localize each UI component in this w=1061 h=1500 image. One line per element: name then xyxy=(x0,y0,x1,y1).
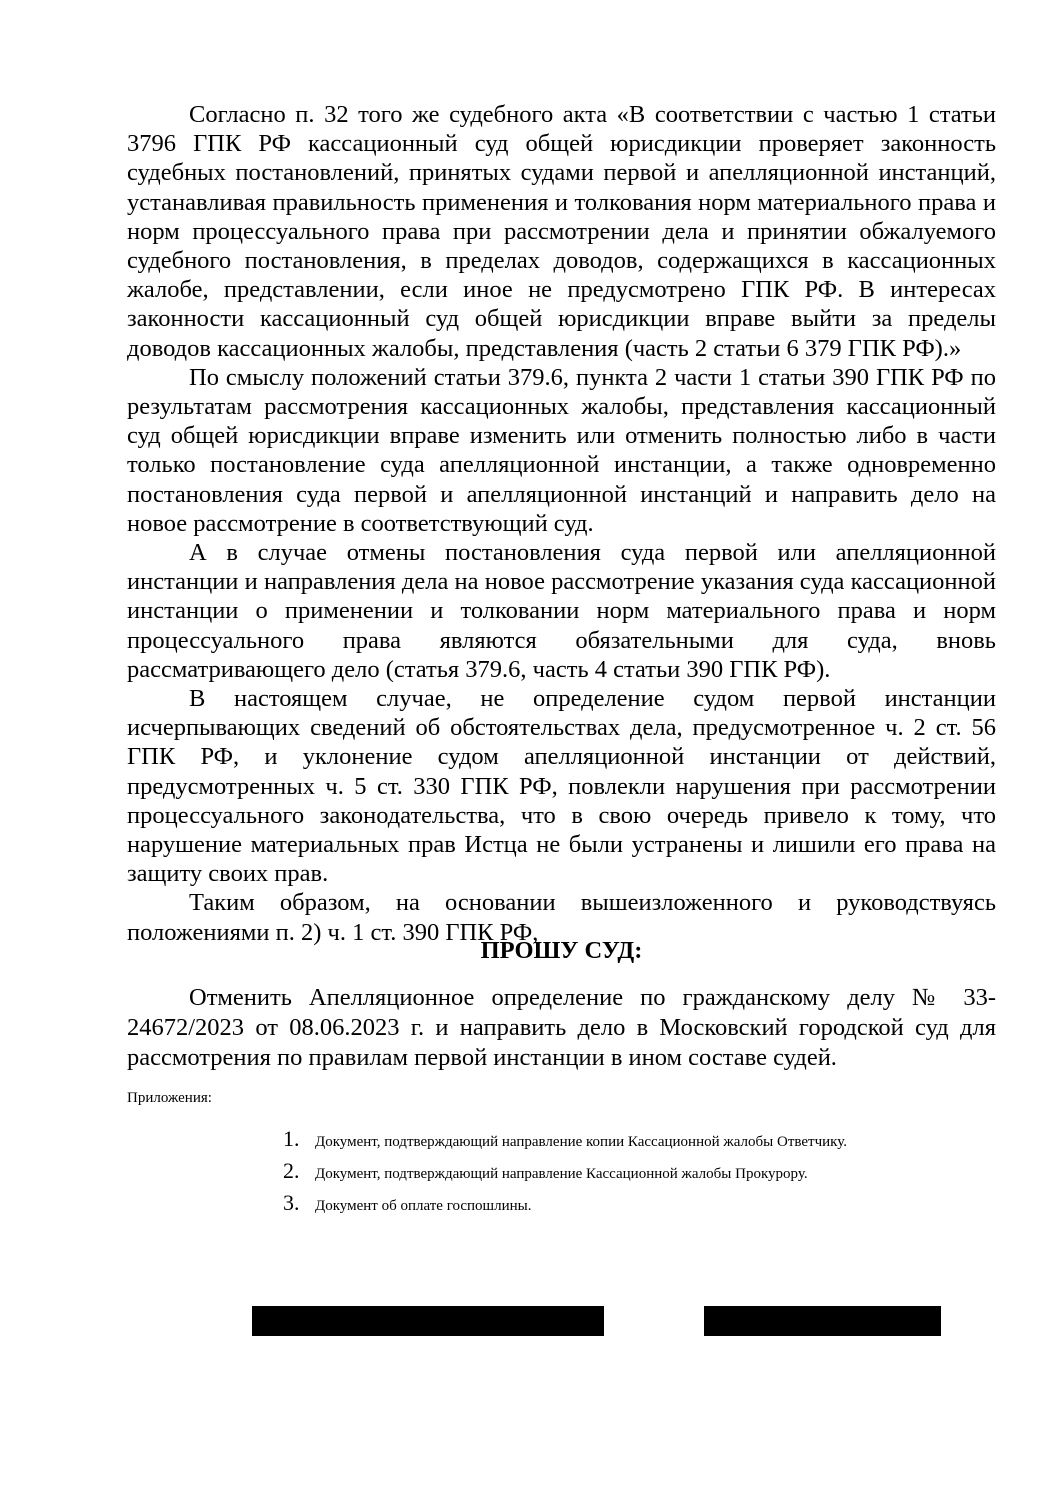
redacted-name-block xyxy=(704,1306,941,1336)
paragraph-legal-quote: Согласно п. 32 того же судебного акта «В соответствии с частью 1 статьи 3796 ГПК РФ кассационный суд общей юрисдикции проверяет законность судебных постановлений, принятых судами первой и апелляционной инстанций, устанавливая правильность применения и толкования норм материального права и норм процессуального права при рассмотрении дела и принятии обжалуемого судебного постановления, в пределах доводов, содержащихся в кассационных жалобе, представлении, если иное не предусмотрено ГПК РФ. В интересах законности кассационный суд общей юрисдикции вправе выйти за пределы доводов кассационных жалобы, представления (часть 2 статьи 6 379 ГПК РФ).» xyxy=(127,101,996,362)
attachments-label: Приложения: xyxy=(127,1090,212,1106)
paragraph-cassation-powers: По смыслу положений статьи 379.6, пункта 2 части 1 статьи 390 ГПК РФ по результатам рассмотрения кассационных жалобы, представления кассационный суд общей юрисдикции вправе изменить или отменить полностью либо в части только постановление суда апелляционной инстанции, а также одновременно постановления суда первой и апелляционной инстанций и направить дело на новое рассмотрение в соответствующий суд. xyxy=(127,363,996,537)
paragraph-binding-instructions: А в случае отмены постановления суда первой или апелляционной инстанции и направления дела на новое рассмотрение указания суда кассационной инстанции о применении и толковании норм материального права и норм процессуального права являются обязательными для суда, вновь рассматривающего дело (статья 379.6, часть 4 статьи 390 ГПК РФ). xyxy=(127,539,996,683)
attachment-text: Документ об оплате госпошлины. xyxy=(315,1198,532,1214)
paragraph-conclusion: Таким образом, на основании вышеизложенного и руководствуясь положениями п. 2) ч. 1 ст. 390 ГПК РФ, xyxy=(127,889,996,946)
request-heading: ПРОШУ СУД: xyxy=(480,937,643,964)
attachment-number: 1. xyxy=(283,1126,300,1151)
attachment-item xyxy=(283,1190,983,1222)
attachment-number: 3. xyxy=(283,1190,300,1215)
attachments-list xyxy=(283,1126,983,1222)
redacted-signature-block xyxy=(252,1306,604,1336)
request-text: Отменить Апелляционное определение по гражданскому делу № 33-24672/2023 от 08.06.2023 г. и направить дело в Московский городской суд для рассмотрения по правилам первой инстанции в ином составе судей. xyxy=(127,984,996,1071)
attachment-text: Документ, подтверждающий направление Кассационной жалобы Прокурору. xyxy=(315,1166,808,1182)
attachment-item xyxy=(283,1126,983,1158)
attachment-text: Документ, подтверждающий направление копии Кассационной жалобы Ответчику. xyxy=(315,1134,847,1150)
attachment-number: 2. xyxy=(283,1158,300,1183)
paragraph-violations: В настоящем случае, не определение судом первой инстанции исчерпывающих сведений об обстоятельствах дела, предусмотренное ч. 2 ст. 56 ГПК РФ, и уклонение судом апелляционной инстанции от действий, предусмотренных ч. 5 ст. 330 ГПК РФ, повлекли нарушения при рассмотрении процессуального законодательства, что в свою очередь привело к тому, что нарушение материальных прав Истца не были устранены и лишили его права на защиту своих прав. xyxy=(127,685,996,888)
attachment-item xyxy=(283,1158,983,1190)
body-text xyxy=(127,100,996,947)
